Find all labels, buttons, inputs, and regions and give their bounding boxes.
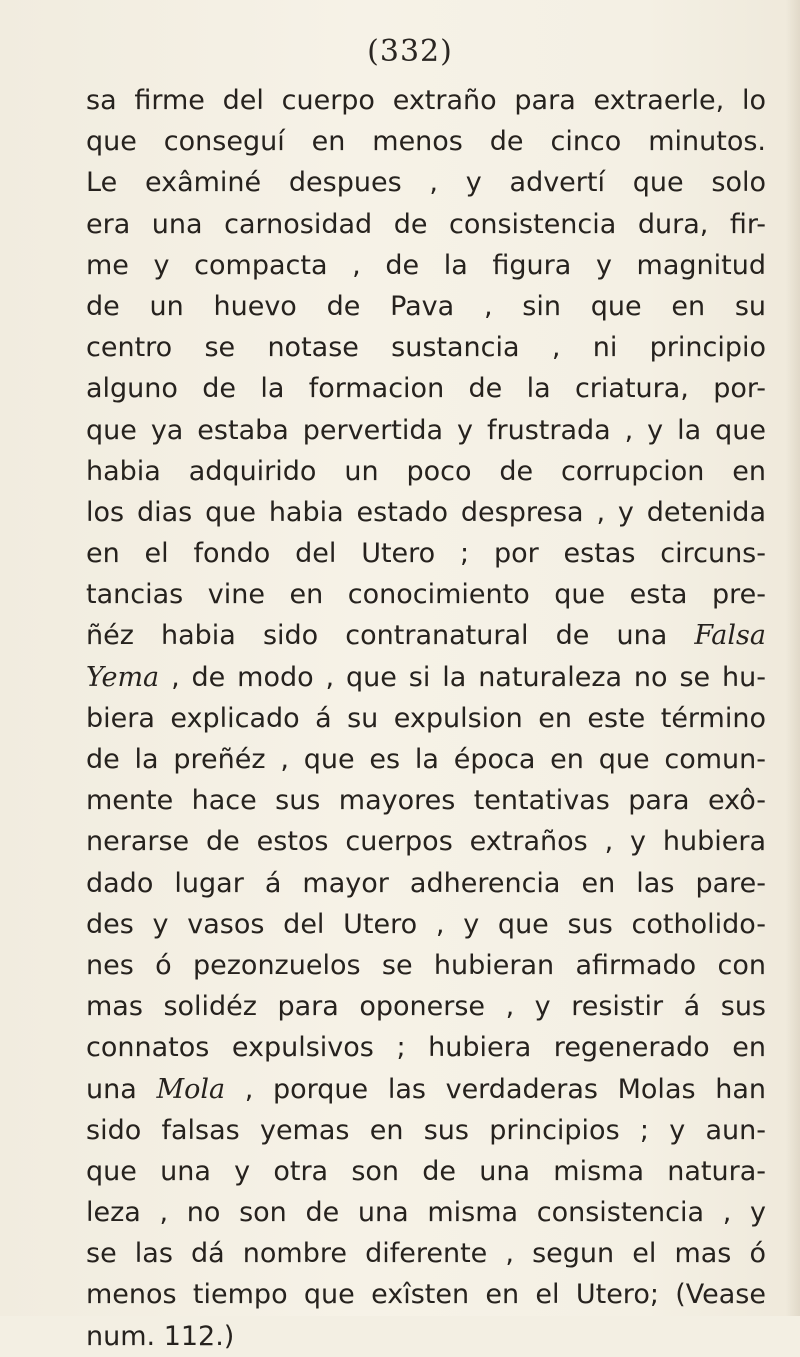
text-line-falsa (86, 615, 766, 656)
text-line: me y compacta , de la figura y magnitud (86, 249, 766, 281)
text-line: que ya estaba pervertida y frustrada , y la que (86, 414, 766, 446)
italic-term-mola: Mola (156, 1073, 226, 1105)
text-line: de un huevo de Pava , sin que en su (86, 290, 766, 322)
text-line: centro se notase sustancia , ni principio (86, 332, 766, 364)
line-text: , de modo , que si la naturaleza no se hu- (171, 661, 766, 693)
text-line: menos tiempo que exîsten en el Utero; (Vease (86, 1279, 766, 1311)
text-line: era una carnosidad de consistencia dura, fir- (86, 208, 766, 240)
text-line-mola (86, 1069, 766, 1110)
text-line-yema (86, 657, 766, 698)
text-line: alguno de la formacion de la criatura, por- (86, 373, 766, 405)
text-line: en el fondo del Utero ; por estas circuns- (86, 538, 766, 570)
text-line: que conseguí en menos de cinco minutos. (86, 126, 766, 158)
text-line: habia adquirido un poco de corrupcion en (86, 455, 766, 487)
page-edge-shadow (786, 0, 800, 1316)
text-line: des y vasos del Utero , y que sus cotholido- (86, 908, 766, 940)
text-line: de la preñéz , que es la época en que comun- (86, 744, 766, 775)
text-line: se las dá nombre diferente , segun el mas ó (86, 1238, 766, 1270)
text-line: dado lugar á mayor adherencia en las pare- (86, 867, 766, 899)
text-line: num. 112.) (86, 1320, 235, 1352)
text-line: nes ó pezonzuelos se hubieran afirmado con (86, 949, 766, 981)
text-line: sa firme del cuerpo extraño para extraerle, lo (86, 85, 766, 116)
text-line: connatos expulsivos ; hubiera regenerado en (86, 1032, 766, 1064)
text-line: los dias que habia estado despresa , y detenida (86, 496, 766, 528)
text-line: biera explicado á su expulsion en este término (86, 702, 766, 734)
text-line: mente hace sus mayores tentativas para exô- (86, 785, 766, 817)
text-line: que una y otra son de una misma natura- (86, 1155, 766, 1187)
page-number: (332) (367, 34, 453, 69)
line-text: , porque las verdaderas Molas han (244, 1073, 766, 1105)
text-line: Le exâminé despues , y advertí que solo (86, 167, 766, 199)
italic-term-falsa: Falsa (694, 620, 766, 652)
italic-term-yema: Yema (86, 661, 160, 693)
line-text: ñéz habia sido contranatural de una (86, 620, 668, 652)
text-line: leza , no son de una misma consistencia , y (86, 1197, 766, 1229)
body-text (86, 80, 766, 1357)
text-line: nerarse de estos cuerpos extraños , y hubiera (86, 826, 766, 858)
text-line: tancias vine en conocimiento que esta pre- (86, 579, 766, 611)
text-line: mas solidéz para oponerse , y resistir á sus (86, 991, 766, 1023)
text-line: sido falsas yemas en sus principios ; y aun- (86, 1114, 766, 1146)
line-text: una (86, 1073, 137, 1105)
